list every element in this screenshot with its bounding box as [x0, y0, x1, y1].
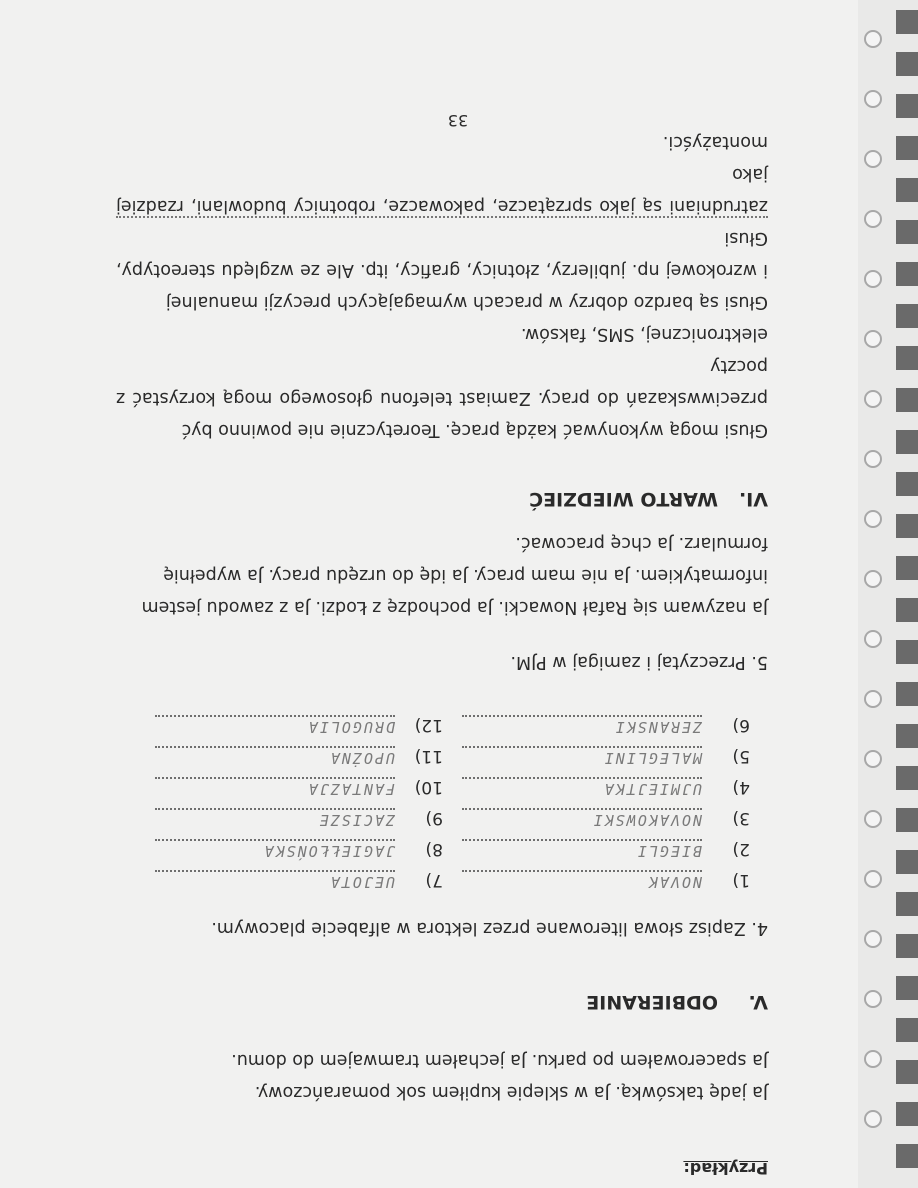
binding-tab: [896, 304, 918, 328]
spelled-word-item: [462, 808, 750, 830]
item-number: 8): [425, 839, 443, 859]
handwritten-answer: UPOŻNA: [155, 746, 395, 768]
text-line: i wzrokowej np. jubilerzy, złotnicy, graficy, itp. Ale ze względu stereotypy, Głusi: [116, 228, 768, 280]
handwritten-answer: MALEGLINI: [462, 746, 702, 768]
section-title: ODBIERANIE: [586, 991, 718, 1013]
binding-tab: [896, 1102, 918, 1126]
section-v-heading: [116, 991, 768, 1013]
binding-tab: [896, 178, 918, 202]
binding-tab: [896, 682, 918, 706]
binding-tab: [896, 766, 918, 790]
text-line: przeciwwskazań do pracy. Zamiast telefonu głosowego mogą korzystać z poczty: [116, 356, 768, 408]
spelled-word-item: [155, 715, 443, 737]
section-vi-text: [116, 126, 768, 446]
text-line: zatrudniani są jako sprzątacze, pakowacze, robotnicy budowlani, rzadziej jako: [116, 164, 768, 216]
task-4-instruction: [116, 912, 768, 944]
section-number: VI.: [739, 488, 768, 510]
spelled-word-item: [462, 777, 750, 799]
spelled-word-item: [462, 839, 750, 861]
example-line: Ja spacerowałem po parku. Ja jechałem tramwajem do domu.: [231, 1050, 768, 1070]
item-number: 1): [732, 870, 750, 890]
binding-ring: [864, 270, 882, 288]
handwritten-answer: BIEGLI: [462, 839, 702, 861]
text-line: informatykiem. Ja nie mam pracy. Ja idę do urzędu pracy. Ja wypełnię: [163, 565, 768, 585]
item-number: 5): [732, 746, 750, 766]
task-instruction: 5. Przeczytaj i zamigaj w PJM.: [510, 652, 768, 672]
binding-tab: [896, 10, 918, 34]
binding-ring: [864, 510, 882, 528]
binding-ring: [864, 570, 882, 588]
binding-ring: [864, 990, 882, 1008]
binding-tab: [896, 52, 918, 76]
binding-ring: [864, 810, 882, 828]
spelled-word-item: [462, 715, 750, 737]
text-line: Głusi są bardzo dobrzy w pracach wymagających precyzji manualnej: [165, 292, 768, 312]
binding-tab: [896, 724, 918, 748]
binding-ring: [864, 690, 882, 708]
binding-tab: [896, 262, 918, 286]
section-number: V.: [748, 991, 768, 1013]
handwritten-answer: UJMIEJTKA: [462, 777, 702, 799]
binding-ring: [864, 330, 882, 348]
spelled-word-item: [155, 808, 443, 830]
binding-tab: [896, 556, 918, 580]
handwritten-answer: NOVAK: [462, 870, 702, 892]
binding-ring: [864, 90, 882, 108]
item-number: 12): [414, 715, 443, 735]
binding-ring: [864, 150, 882, 168]
binding-tab: [896, 850, 918, 874]
item-number: 10): [414, 777, 443, 797]
handwritten-answer: ZACISZE: [155, 808, 395, 830]
handwritten-answer: UEJOTA: [155, 870, 395, 892]
binding-tab: [896, 514, 918, 538]
binding-tab: [896, 346, 918, 370]
binding-tab: [896, 1018, 918, 1042]
binding-tab: [896, 430, 918, 454]
binding-tab: [896, 892, 918, 916]
binding-tab: [896, 472, 918, 496]
task-5-text: [116, 527, 768, 623]
spelled-word-item: [462, 746, 750, 768]
binding-tab: [896, 976, 918, 1000]
task-5-instruction: [116, 646, 768, 678]
example-text-block: [116, 1044, 768, 1108]
binding-ring: [864, 30, 882, 48]
item-number: 3): [732, 808, 750, 828]
page-number: 33: [447, 111, 469, 130]
spelled-word-item: [155, 870, 443, 892]
item-number: 9): [425, 808, 443, 828]
handwritten-answer: NOVAKOWSKI: [462, 808, 702, 830]
example-section: [116, 1159, 768, 1178]
binding-ring: [864, 1050, 882, 1068]
item-number: 11): [414, 746, 443, 766]
task-instruction: 4. Zapisz słowa literowane przez lektora w alfabecie placowym.: [211, 918, 768, 938]
binding-ring: [864, 1110, 882, 1128]
handwritten-answer: DRUGOLIA: [155, 715, 395, 737]
binding-tab: [896, 808, 918, 832]
handwritten-answer: JAGIEŁŁOŃSKA: [155, 839, 395, 861]
binding-tab: [896, 388, 918, 412]
binding-ring: [864, 390, 882, 408]
binding-tab: [896, 1060, 918, 1084]
text-line: Ja nazywam się Rafał Nowacki. Ja pochodzę z Łodzi. Ja z zawodu jestem: [141, 597, 768, 617]
binding-ring: [864, 210, 882, 228]
example-line: Ja jadę taksówką. Ja w sklepie kupiłem sok pomarańczowy.: [254, 1082, 768, 1102]
notes-dotted-line: [116, 216, 768, 218]
binding-tab: [896, 220, 918, 244]
binding-tab: [896, 94, 918, 118]
item-number: 2): [732, 839, 750, 859]
binding-ring: [864, 750, 882, 768]
binding-ring: [864, 930, 882, 948]
spelled-word-item: [155, 839, 443, 861]
binding-tab: [896, 136, 918, 160]
text-line: elektronicznej, SMS, faksów.: [520, 324, 768, 344]
section-title: WARTO WIEDZIEĆ: [529, 488, 718, 510]
item-number: 6): [732, 715, 750, 735]
text-line: formularz. Ja chcę pracować.: [515, 533, 768, 553]
spelled-word-item: [155, 746, 443, 768]
binding-tab: [896, 1144, 918, 1168]
text-line: montażyści.: [662, 132, 768, 152]
handwritten-answer: FANTAZJA: [155, 777, 395, 799]
binding-ring: [864, 630, 882, 648]
section-vi-heading: [116, 488, 768, 510]
binding-tab: [896, 640, 918, 664]
spelled-word-item: [462, 870, 750, 892]
item-number: 4): [732, 777, 750, 797]
handwritten-answer: ZERANSKI: [462, 715, 702, 737]
spelled-word-item: [155, 777, 443, 799]
binding-tab: [896, 934, 918, 958]
binding-ring: [864, 450, 882, 468]
binding-ring: [864, 870, 882, 888]
item-number: 7): [425, 870, 443, 890]
text-line: Głusi mogą wykonywać każdą pracę. Teoretycznie nie powinno być: [181, 420, 768, 440]
binding-tab: [896, 598, 918, 622]
example-label: Przykład:: [683, 1159, 768, 1178]
